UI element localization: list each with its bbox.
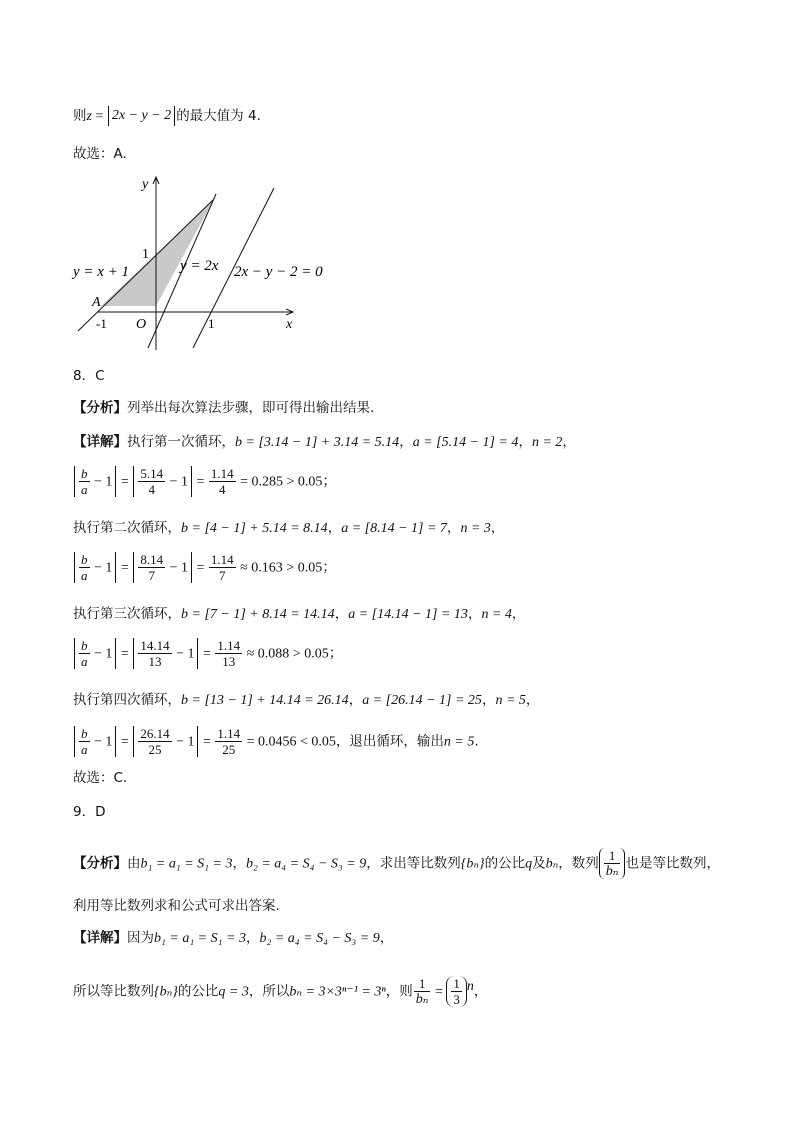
text: ，	[467, 606, 482, 622]
question-8-fraction2	[73, 552, 336, 583]
frac-den: bₙ	[605, 864, 619, 879]
math-text: = 0.285 > 0.05；	[236, 474, 337, 490]
text: 由	[127, 855, 141, 872]
math-text: − 1	[172, 734, 195, 750]
y-axis-label: y	[142, 177, 149, 192]
question-8-fraction1	[73, 466, 336, 497]
math-eq: =	[199, 734, 215, 750]
math-text: ≈ 0.088 > 0.05；	[243, 646, 343, 662]
text: ，	[490, 520, 505, 536]
text: ，则	[385, 983, 413, 1000]
math-n: n = 4	[481, 607, 512, 622]
detail-tag: 【详解】	[73, 930, 127, 946]
math-text: − 1	[90, 560, 113, 576]
text: ，	[525, 692, 540, 708]
question-8-analysis	[73, 398, 374, 418]
math-text: − 1	[90, 474, 113, 490]
math-eq: =	[431, 984, 447, 1000]
math-text: − 1	[166, 474, 188, 490]
text: 则	[73, 108, 87, 124]
frac-den: 3	[453, 992, 460, 1007]
text: ，	[399, 434, 413, 450]
answer-c-line: 故选：C.	[73, 770, 128, 786]
math-expr: b₂ = a₄ = S₄ − S₃ = 9	[259, 931, 380, 946]
text: 因为	[127, 930, 154, 946]
text: ，	[379, 930, 394, 946]
math-eq: =	[199, 646, 215, 662]
math-eq: =	[117, 560, 133, 576]
text: ，	[562, 434, 576, 450]
math-n: n = 5	[495, 693, 526, 708]
math-text: − 1	[172, 646, 195, 662]
frac-den: 7	[148, 568, 155, 583]
text: 所以等比数列	[73, 983, 154, 1000]
text: ，	[518, 434, 532, 450]
question-8-detail-line1	[73, 432, 576, 453]
math-seq: {bₙ}	[154, 984, 178, 1000]
question-9-analysis	[73, 848, 720, 879]
text: 执行第三次循环，	[73, 606, 181, 622]
x-axis-label: x	[286, 317, 293, 332]
label-2x-y-2: 2x − y − 2 = 0	[234, 264, 323, 280]
math-expr: b₂ = a₄ = S₄ − S₃ = 9	[245, 856, 367, 872]
abs-expression: 2x − y − 2	[108, 106, 175, 126]
coordinate-graph	[70, 168, 340, 354]
frac-num: b	[81, 638, 88, 653]
math-eq: =	[192, 560, 208, 576]
question-8-detail-line3	[73, 604, 525, 625]
frac-num: 1.14	[217, 726, 241, 741]
frac-num: 1.14	[217, 638, 241, 653]
frac-den: 4	[148, 482, 155, 497]
math-eq: =	[117, 646, 133, 662]
math-q: q = 3	[218, 984, 249, 1000]
origin-label: O	[136, 317, 147, 332]
question-8-fraction3	[73, 638, 343, 669]
text: 也是等比数列，	[625, 855, 720, 872]
frac-num: 1	[414, 976, 431, 992]
text: ，	[511, 606, 526, 622]
text: ，	[473, 983, 488, 1000]
text: .	[474, 733, 479, 750]
math-z: z	[86, 109, 92, 124]
question-8-title: 8．C	[73, 368, 105, 384]
math-n: n = 5	[443, 734, 475, 750]
text: ，	[327, 520, 342, 536]
analysis-text: 列举出每次算法步骤，即可得出输出结果.	[127, 400, 375, 416]
text: ，所以	[248, 983, 290, 1000]
math-a: a = [14.14 − 1] = 13	[348, 607, 468, 622]
frac-num: 8.14	[140, 552, 164, 567]
question-8-detail-line2	[73, 518, 504, 539]
text: ，	[348, 692, 363, 708]
frac-den: 25	[222, 742, 236, 757]
detail-tag: 【详解】	[73, 434, 127, 450]
frac-num: 1	[453, 976, 460, 991]
frac-num: b	[81, 466, 88, 481]
text: 执行第二次循环，	[73, 520, 181, 536]
math-text: ≈ 0.163 > 0.05；	[236, 560, 337, 576]
math-expr: b₁ = a₁ = S₁ = 3	[140, 856, 233, 872]
text: ，退出循环，输出	[335, 733, 444, 750]
math-eq: =	[192, 474, 208, 490]
text: ，	[446, 520, 461, 536]
frac-den: 13	[222, 654, 236, 669]
text: ，	[232, 855, 246, 872]
text: ，数列	[558, 855, 599, 872]
text: 执行第四次循环，	[73, 692, 181, 708]
point-a-label: A	[92, 295, 101, 310]
answer-a-line: 故选：A.	[73, 146, 127, 162]
math-n: n = 3	[460, 521, 491, 536]
frac-den: 7	[219, 568, 226, 583]
math-bn: bₙ	[545, 856, 559, 872]
frac-num: 14.14	[140, 638, 170, 653]
question-9-detail-line2	[73, 976, 487, 1007]
frac-num: 1.14	[210, 552, 234, 567]
text: 及	[532, 855, 546, 872]
frac-num: 1.14	[210, 466, 234, 481]
question-9-analysis-line2: 利用等比数列求和公式可求出答案.	[73, 898, 280, 914]
text: ，	[245, 930, 260, 946]
question-8-fraction4	[73, 726, 479, 757]
frac-den: a	[81, 654, 88, 669]
frac-den: 13	[148, 654, 162, 669]
tick-label-neg1: -1	[96, 316, 107, 331]
frac-num: 26.14	[140, 726, 170, 741]
max-value-line	[73, 106, 270, 127]
analysis-tag: 【分析】	[73, 855, 127, 872]
frac-num: b	[81, 726, 88, 741]
tick-label-x1: 1	[208, 316, 215, 331]
frac-den: a	[81, 742, 88, 757]
label-y-2x: y = 2x	[180, 258, 219, 274]
math-a: a = [8.14 − 1] = 7	[341, 521, 447, 536]
math-a: a = [26.14 − 1] = 25	[362, 693, 482, 708]
label-y-x-plus-1: y = x + 1	[73, 264, 130, 280]
math-eq: =	[117, 734, 133, 750]
text: 执行第一次循环，	[127, 434, 235, 450]
question-8-detail-line4	[73, 690, 539, 711]
text: ，求出等比数列	[366, 855, 461, 872]
tick-label-y1: 1	[142, 247, 149, 262]
math-b: b = [4 − 1] + 5.14 = 8.14	[181, 521, 328, 536]
question-9-detail-line1	[73, 928, 393, 949]
math-eq: =	[91, 109, 107, 124]
math-bn: bₙ = 3×3ⁿ⁻¹ = 3ⁿ	[289, 984, 386, 1000]
analysis-tag: 【分析】	[73, 400, 127, 416]
frac-den: bₙ	[415, 992, 429, 1007]
frac-den: a	[81, 568, 88, 583]
frac-den: 4	[219, 482, 226, 497]
math-b: b = [7 − 1] + 8.14 = 14.14	[181, 607, 335, 622]
frac-den: 25	[148, 742, 162, 757]
math-text: − 1	[90, 734, 113, 750]
frac-num: b	[81, 552, 88, 567]
question-9-title: 9．D	[73, 804, 106, 820]
text: 的公比	[484, 855, 526, 872]
math-seq: {bₙ}	[460, 856, 485, 872]
math-text: − 1	[90, 646, 113, 662]
text: 的公比	[177, 983, 219, 1000]
math-b: b = [3.14 − 1] + 3.14 = 5.14	[235, 435, 400, 450]
math-exponent: n	[466, 979, 474, 994]
math-text: = 0.0456 < 0.05	[243, 734, 336, 750]
math-q: q	[525, 856, 533, 872]
math-eq: =	[117, 474, 133, 490]
math-expr: b₁ = a₁ = S₁ = 3	[154, 931, 246, 946]
frac-num: 5.14	[140, 466, 164, 481]
frac-num: 1	[604, 848, 621, 864]
math-n: n = 2	[531, 435, 563, 450]
frac-den: a	[81, 482, 88, 497]
math-b: b = [13 − 1] + 14.14 = 26.14	[181, 693, 349, 708]
math-text: − 1	[166, 560, 188, 576]
text: ，	[481, 692, 496, 708]
text: ，	[334, 606, 349, 622]
math-a: a = [5.14 − 1] = 4	[412, 435, 519, 450]
text: 的最大值为 4．	[176, 108, 271, 124]
